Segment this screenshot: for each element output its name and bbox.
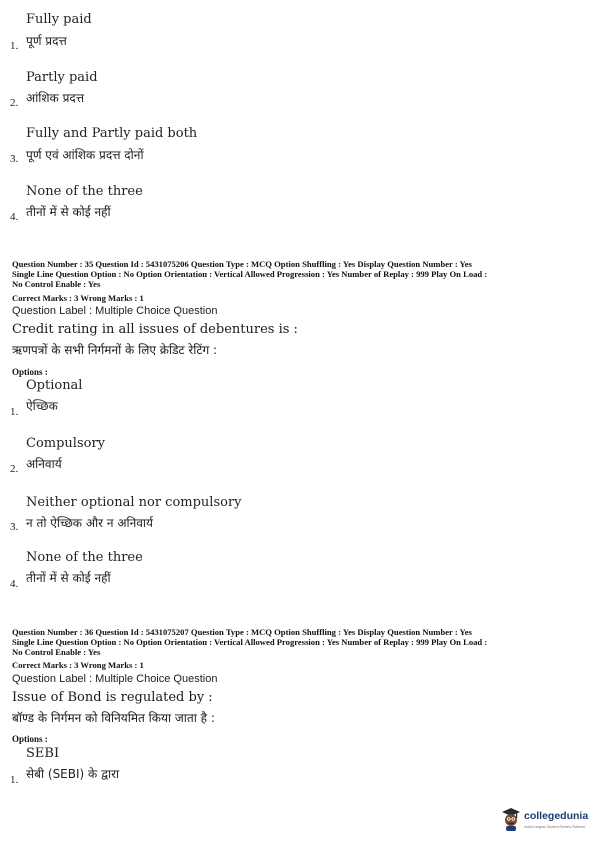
question-text-en: Credit rating in all issues of debentures is : xyxy=(12,322,298,337)
question-marks: Correct Marks : 3 Wrong Marks : 1 xyxy=(12,660,144,670)
option-number: 1. xyxy=(10,40,19,52)
option-number: 3. xyxy=(10,521,19,533)
logo-tagline: India's largest Student Review Platform xyxy=(524,825,585,829)
option-text-hi: न तो ऐच्छिक और न अनिवार्य xyxy=(26,516,153,530)
option-text-en: Neither optional nor compulsory xyxy=(26,495,242,510)
question-meta-line-3: No Control Enable : Yes xyxy=(12,279,101,289)
question-text-hi: बॉण्ड के निर्गमन को विनियमित किया जाता है : xyxy=(12,711,215,725)
option-text-hi: आंशिक प्रदत्त xyxy=(26,91,85,105)
question-meta-line-2: Single Line Question Option : No Option Orientation : Vertical Allowed Progression : Yes Number of Replay : 999 Play On Load : xyxy=(12,637,488,647)
option-text-en: Optional xyxy=(26,378,83,393)
options-label: Options : xyxy=(12,367,48,377)
option-text-en: Fully paid xyxy=(26,12,92,27)
collegedunia-logo xyxy=(500,806,592,836)
question-label: Question Label : Multiple Choice Question xyxy=(12,305,218,317)
logo-wordmark: collegedunia xyxy=(524,810,589,822)
option-text-hi: पूर्ण एवं आंशिक प्रदत्त दोनों xyxy=(26,148,144,162)
option-text-hi: तीनों में से कोई नहीं xyxy=(26,205,111,219)
option-number: 3. xyxy=(10,153,19,165)
option-text-hi: पूर्ण प्रदत्त xyxy=(26,34,67,48)
question-marks: Correct Marks : 3 Wrong Marks : 1 xyxy=(12,293,144,303)
option-text-en: None of the three xyxy=(26,550,143,565)
option-text-hi: सेबी (SEBI) के द्वारा xyxy=(26,767,120,781)
option-number: 1. xyxy=(10,406,19,418)
option-number: 4. xyxy=(10,578,19,590)
option-number: 2. xyxy=(10,97,19,109)
option-text-en: None of the three xyxy=(26,184,143,199)
option-number: 2. xyxy=(10,463,19,475)
option-number: 1. xyxy=(10,774,19,786)
option-text-en: Fully and Partly paid both xyxy=(26,126,198,141)
question-label: Question Label : Multiple Choice Question xyxy=(12,673,218,685)
question-meta-line-1: Question Number : 36 Question Id : 5431075207 Question Type : MCQ Option Shuffling : Yes Display Question Number : Yes xyxy=(12,627,472,637)
question-meta-line-1: Question Number : 35 Question Id : 5431075206 Question Type : MCQ Option Shuffling : Yes Display Question Number : Yes xyxy=(12,259,472,269)
question-meta-line-3: No Control Enable : Yes xyxy=(12,647,101,657)
question-text-hi: ऋणपत्रों के सभी निर्गमनों के लिए क्रेडिट रेटिंग : xyxy=(12,343,218,357)
options-label: Options : xyxy=(12,734,48,744)
option-text-hi: तीनों में से कोई नहीं xyxy=(26,571,111,585)
question-text-en: Issue of Bond is regulated by : xyxy=(12,690,213,705)
option-text-en: Partly paid xyxy=(26,70,98,85)
option-text-hi: अनिवार्य xyxy=(26,457,62,471)
question-meta-line-2: Single Line Question Option : No Option Orientation : Vertical Allowed Progression : Yes Number of Replay : 999 Play On Load : xyxy=(12,269,488,279)
option-text-en: SEBI xyxy=(26,746,60,761)
option-number: 4. xyxy=(10,211,19,223)
option-text-en: Compulsory xyxy=(26,436,106,451)
graduate-mascot-icon xyxy=(500,806,522,832)
option-text-hi: ऐच्छिक xyxy=(26,399,58,413)
